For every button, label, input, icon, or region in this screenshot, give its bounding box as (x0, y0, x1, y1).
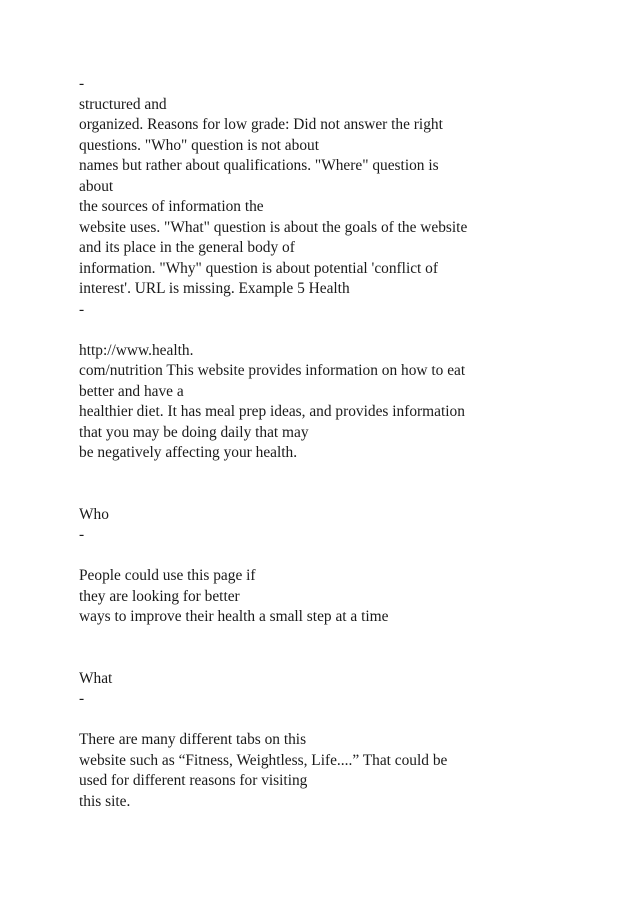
text-line: better and have a (79, 382, 184, 400)
text-line: website uses. "What" question is about the goals of the website (79, 218, 468, 236)
text-line: this site. (79, 792, 131, 810)
blank-line (79, 546, 559, 567)
text-line: com/nutrition This website provides information on how to eat (79, 362, 466, 379)
url-text: http://www.health. (79, 341, 194, 359)
text-line: be negatively affecting your health. (79, 444, 298, 461)
section-heading-who: Who (79, 505, 109, 523)
text-line: There are many different tabs on this (79, 731, 307, 748)
text-line: organized. Reasons for low grade: Did not answer the right (79, 116, 443, 133)
text-line: healthier diet. It has meal prep ideas, and provides information (79, 403, 465, 420)
text-line: used for different reasons for visiting (79, 772, 308, 789)
text-line: - (79, 75, 85, 92)
text-line: questions. "Who" question is not about (79, 136, 319, 154)
text-line: information. "Why" question is about potential 'conflict of (79, 259, 438, 277)
text-line: - (79, 300, 85, 318)
blank-line (79, 484, 559, 505)
text-line: and its place in the general body of (79, 239, 295, 256)
text-line: ways to improve their health a small step at a time (79, 608, 389, 625)
text-line: they are looking for better (79, 587, 240, 605)
text-line: interest'. URL is missing. Example 5 Health (79, 280, 350, 297)
blank-line (79, 648, 559, 669)
blank-line (79, 320, 559, 341)
text-line: - (79, 690, 85, 707)
text-line: about (79, 177, 114, 195)
text-line: - (79, 526, 85, 543)
blank-line (79, 710, 559, 731)
text-line: names but rather about qualifications. "Where" question is (79, 157, 439, 174)
text-line: that you may be doing daily that may (79, 423, 309, 441)
text-line: People could use this page if (79, 567, 256, 584)
document-body (79, 74, 559, 812)
blank-line (79, 464, 559, 485)
text-line: website such as “Fitness, Weightless, Life....” That could be (79, 751, 448, 769)
text-line: structured and (79, 95, 167, 113)
blank-line (79, 628, 559, 649)
section-heading-what: What (79, 669, 113, 687)
text-line: the sources of information the (79, 198, 264, 215)
